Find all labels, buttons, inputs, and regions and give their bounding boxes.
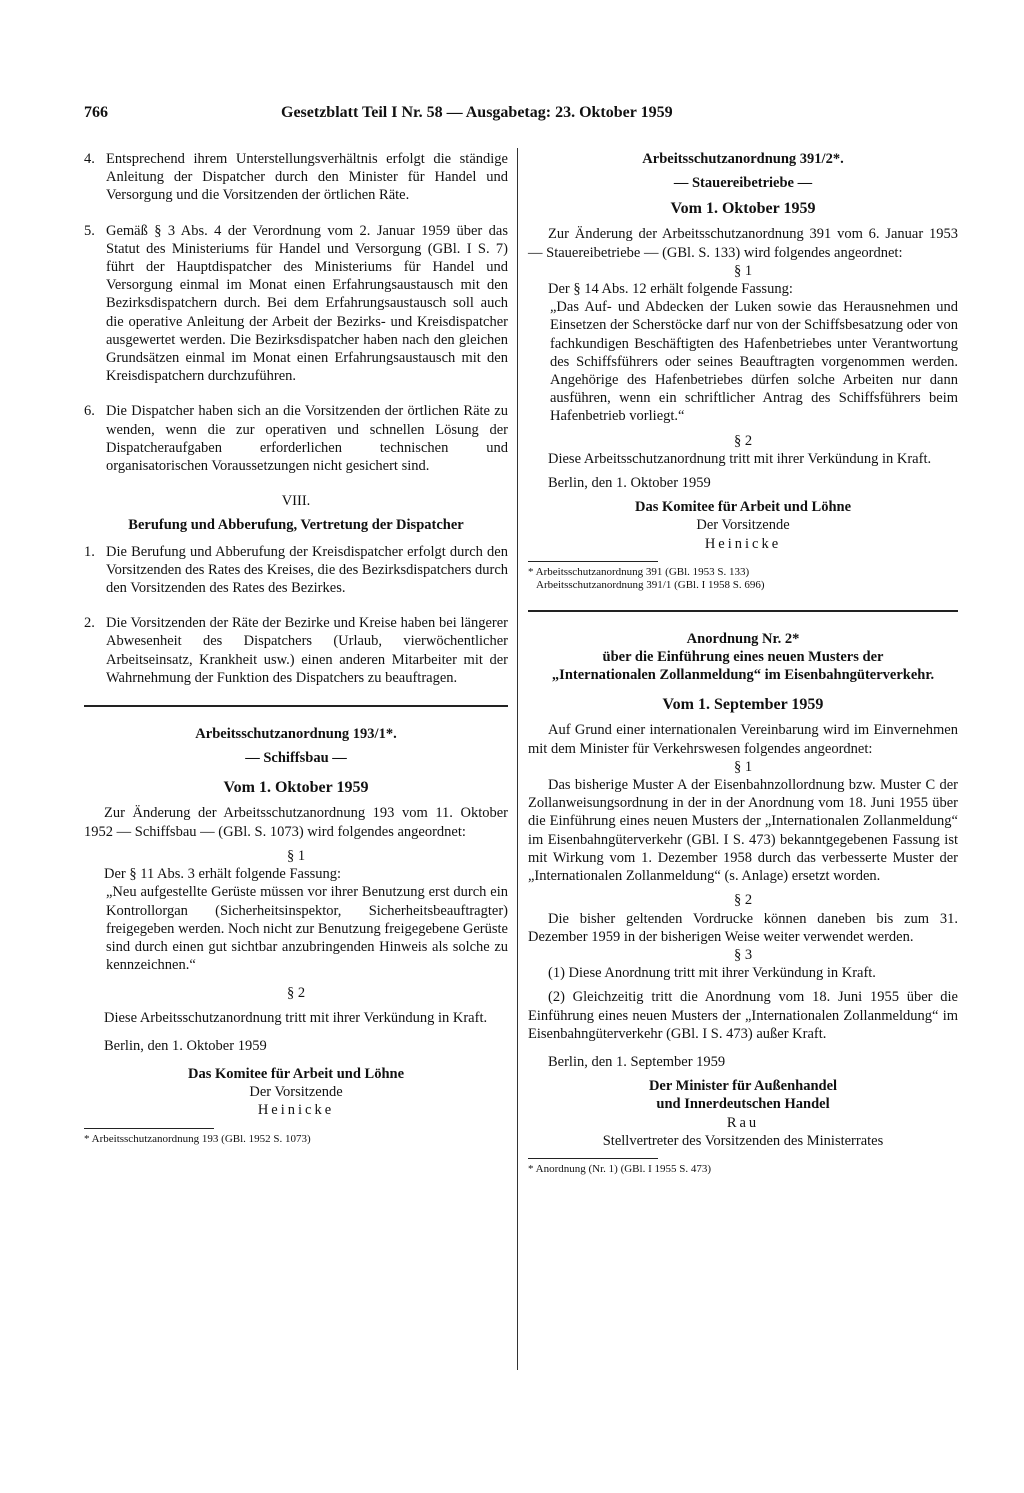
- paragraph-text: Der § 14 Abs. 12 erhält folgende Fassung:: [548, 281, 793, 298]
- paragraph-mark: § 1: [733, 262, 753, 279]
- footnote: Arbeitsschutzanordnung 391/1 (GBl. I 1958 S. 696): [536, 578, 765, 591]
- footnote-rule: [528, 561, 658, 562]
- list-item: [84, 402, 508, 475]
- page-header: [84, 104, 764, 126]
- right-column: [528, 150, 958, 1176]
- signatory-role: Der Vorsitzende: [696, 517, 790, 534]
- item-text: Die Vorsitzenden der Räte der Bezirke und Kreise haben bei längerer Abwesenheit des Dispatchers (Urlaub, vierwöchentlicher Arbeitseinsatz, Krankheit usw.) einen anderen Mitarbeiter mit der Wahrnehmung der Funktion des Dispatchers zu beauftragen.: [106, 615, 508, 686]
- signatory-name: Heinicke: [704, 535, 782, 552]
- signatory-name: Rau: [726, 1114, 760, 1131]
- paragraph-text: Die bisher geltenden Vordrucke können daneben bis zum 31. Dezember 1959 in der bisherigen Weise weiter verwendet werden.: [528, 910, 958, 945]
- issuing-authority: Das Komitee für Arbeit und Löhne: [634, 499, 852, 516]
- paragraph-mark: § 3: [733, 946, 753, 963]
- order-title: Anordnung Nr. 2*: [686, 630, 800, 647]
- paragraph-mark: § 2: [733, 432, 753, 449]
- section-title: Berufung und Abberufung, Vertretung der Dispatcher: [128, 517, 464, 534]
- column-divider: [517, 148, 518, 1370]
- paragraph-text: Der § 11 Abs. 3 erhält folgende Fassung:: [104, 866, 342, 883]
- order-date: Vom 1. Oktober 1959: [670, 200, 816, 218]
- place-date: Berlin, den 1. Oktober 1959: [548, 475, 711, 492]
- page-number: 766: [84, 104, 108, 121]
- issuing-authority: Der Minister für Außenhandel: [648, 1078, 838, 1095]
- item-text: Die Dispatcher haben sich an die Vorsitzenden der örtlichen Räte zu wenden, wenn die zur operativen und schnellen Lösung der Dispatcheraufgaben erforderlichen technischen und organisatorischen Voraussetzungen nicht gesichert sind.: [106, 403, 508, 475]
- place-date: Berlin, den 1. Oktober 1959: [104, 1037, 267, 1054]
- signatory-name: Heinicke: [257, 1102, 335, 1119]
- item-number: 5.: [84, 222, 95, 239]
- item-number: 1.: [84, 543, 95, 560]
- order-title: Arbeitsschutzanordnung 193/1*.: [195, 726, 397, 743]
- footnote: * Arbeitsschutzanordnung 193 (GBl. 1952 S. 1073): [84, 1132, 311, 1145]
- order-subtitle: — Schiffsbau —: [245, 750, 347, 767]
- section-rule: [528, 610, 958, 612]
- order-date: Vom 1. September 1959: [662, 696, 824, 714]
- footnote-rule: [84, 1128, 214, 1129]
- order-date: Vom 1. Oktober 1959: [223, 779, 369, 797]
- paragraph-mark: § 1: [733, 758, 753, 775]
- quoted-text: „Das Auf- und Abdecken der Luken sowie das Herausnehmen und Einsetzen der Scherstöcke darf nur von der Schiffsbesatzung oder von fachkundigen Beschäftigten des Hafenbetriebes unter Verantwortung des Schiffsführers oder seines Beauftragten vorgenommen werden. Angehörige des Hafenbetriebes dürfen solche Arbeiten nur dann ausführen, wenn ein schriftlicher Antrag des Schiffsführers beim Hafenbetrieb vorliegt.“: [550, 299, 958, 425]
- item-number: 6.: [84, 403, 95, 420]
- order-subtitle: — Stauereibetriebe —: [673, 175, 813, 192]
- item-number: 4.: [84, 151, 95, 167]
- footnote: * Anordnung (Nr. 1) (GBl. I 1955 S. 473): [528, 1162, 712, 1175]
- order-intro: Auf Grund einer internationalen Vereinbarung wird im Einvernehmen mit dem Minister für Verkehrswesen folgendes angeordnet:: [528, 722, 958, 757]
- list-item: [84, 543, 508, 598]
- issuing-authority: Das Komitee für Arbeit und Löhne: [187, 1065, 405, 1082]
- list-item: [84, 222, 508, 386]
- item-number: 2.: [84, 615, 95, 632]
- order-title-line: über die Einführung eines neuen Musters der: [602, 649, 884, 666]
- paragraph-text: Diese Arbeitsschutzanordnung tritt mit ihrer Verkündung in Kraft.: [548, 450, 932, 467]
- signatory-role: Stellvertreter des Vorsitzenden des Ministerrates: [602, 1132, 884, 1149]
- paragraph-text: (1) Diese Anordnung tritt mit ihrer Verkündung in Kraft.: [548, 965, 876, 982]
- paragraph-text: (2) Gleichzeitig tritt die Anordnung vom 18. Juni 1955 über die Einführung eines neuen Musters der „Internationalen Zollanmeldung“ im Eisenbahngüterverkehr (GBl. I S. 473) außer Kraft.: [528, 989, 958, 1042]
- paragraph-text: Das bisherige Muster A der Eisenbahnzollordnung bzw. Muster C der Zollanweisungsordnung in der in der Anordnung vom 18. Juni 1955 über die Einführung eines neuen Musters der „Internationalen Zollanmeldung“ im Eisenbahngüterverkehr (GBl. I S. 473) bekanntgegebenen Fassung ist mit Wirkung vom 1. Dezember 1958 durch das verbesserte Muster der „Internationalen Zollanmeldung“ (s. Anlage) ersetzt worden.: [528, 777, 958, 885]
- quoted-text: „Neu aufgestellte Gerüste müssen vor ihrer Benutzung erst durch ein Kontrollorgan (Sicherheitsinspektor, Sicherheitsbeauftragter) freigegeben werden. Noch nicht zur Benutzung freigegebene Gerüste sind durch einen gut sichtbar anzubringenden Hinweis als solche zu kennzeichnen.“: [106, 884, 508, 974]
- item-text: Gemäß § 3 Abs. 4 der Verordnung vom 2. Januar 1959 über das Statut des Ministeriums für Handel und Versorgung (GBl. I S. 7) führt der Hauptdispatcher des Ministeriums für Handel und Versorgung einmal im Monat einen Erfahrungsaustausch mit den Bezirksdispatchern durch. Bei dem Erfahrungsaustausch soll auch die operative Anleitung der Arbeit der Bezirks- und Kreisdispatcher ausgewertet werden. Die Bezirksdispatcher haben nach den gleichen Grundsätzen einmal im Monat einen Erfahrungsaustausch mit den Kreisdispatchern durchzuführen.: [106, 222, 508, 385]
- left-column: [84, 150, 508, 1146]
- list-item: [84, 614, 508, 687]
- paragraph-mark: § 1: [286, 847, 306, 864]
- paragraph-text: Diese Arbeitsschutzanordnung tritt mit ihrer Verkündung in Kraft.: [104, 1009, 488, 1026]
- signatory-role: Der Vorsitzende: [249, 1084, 343, 1101]
- item-text: Entsprechend ihrem Unterstellungsverhältnis erfolgt die ständige Anleitung der Dispatcher durch den Minister für Handel und Versorgung und die Vorsitzenden der örtlichen Räte.: [106, 151, 508, 204]
- paragraph-mark: § 2: [286, 985, 306, 1002]
- section-rule: [84, 705, 508, 707]
- order-title: Arbeitsschutzanordnung 391/2*.: [642, 151, 844, 167]
- list-item: [84, 150, 508, 205]
- order-title-line: „Internationalen Zollanmeldung“ im Eisenbahngüterverkehr.: [551, 667, 935, 684]
- page-heading: Gesetzblatt Teil I Nr. 58 — Ausgabetag: 23. Oktober 1959: [281, 104, 673, 121]
- place-date: Berlin, den 1. September 1959: [548, 1053, 726, 1070]
- footnote: * Arbeitsschutzanordnung 391 (GBl. 1953 S. 133): [528, 565, 750, 578]
- footnote-rule: [528, 1158, 658, 1159]
- paragraph-mark: § 2: [733, 892, 753, 909]
- issuing-authority-line: und Innerdeutschen Handel: [656, 1096, 830, 1113]
- section-numeral: VIII.: [281, 493, 311, 510]
- item-text: Die Berufung und Abberufung der Kreisdispatcher erfolgt durch den Vorsitzenden des Rates des Kreises, die des Bezirksdispatchers durch den Vorsitzenden des Rates des Bezirkes.: [106, 543, 508, 597]
- order-intro: Zur Änderung der Arbeitsschutzanordnung 391 vom 6. Januar 1953 — Stauereibetriebe — (GBl. S. 133) wird folgendes angeordnet:: [528, 226, 958, 261]
- order-intro: Zur Änderung der Arbeitsschutzanordnung 193 vom 11. Oktober 1952 — Schiffsbau — (GBl. S. 1073) wird folgendes angeordnet:: [84, 805, 508, 840]
